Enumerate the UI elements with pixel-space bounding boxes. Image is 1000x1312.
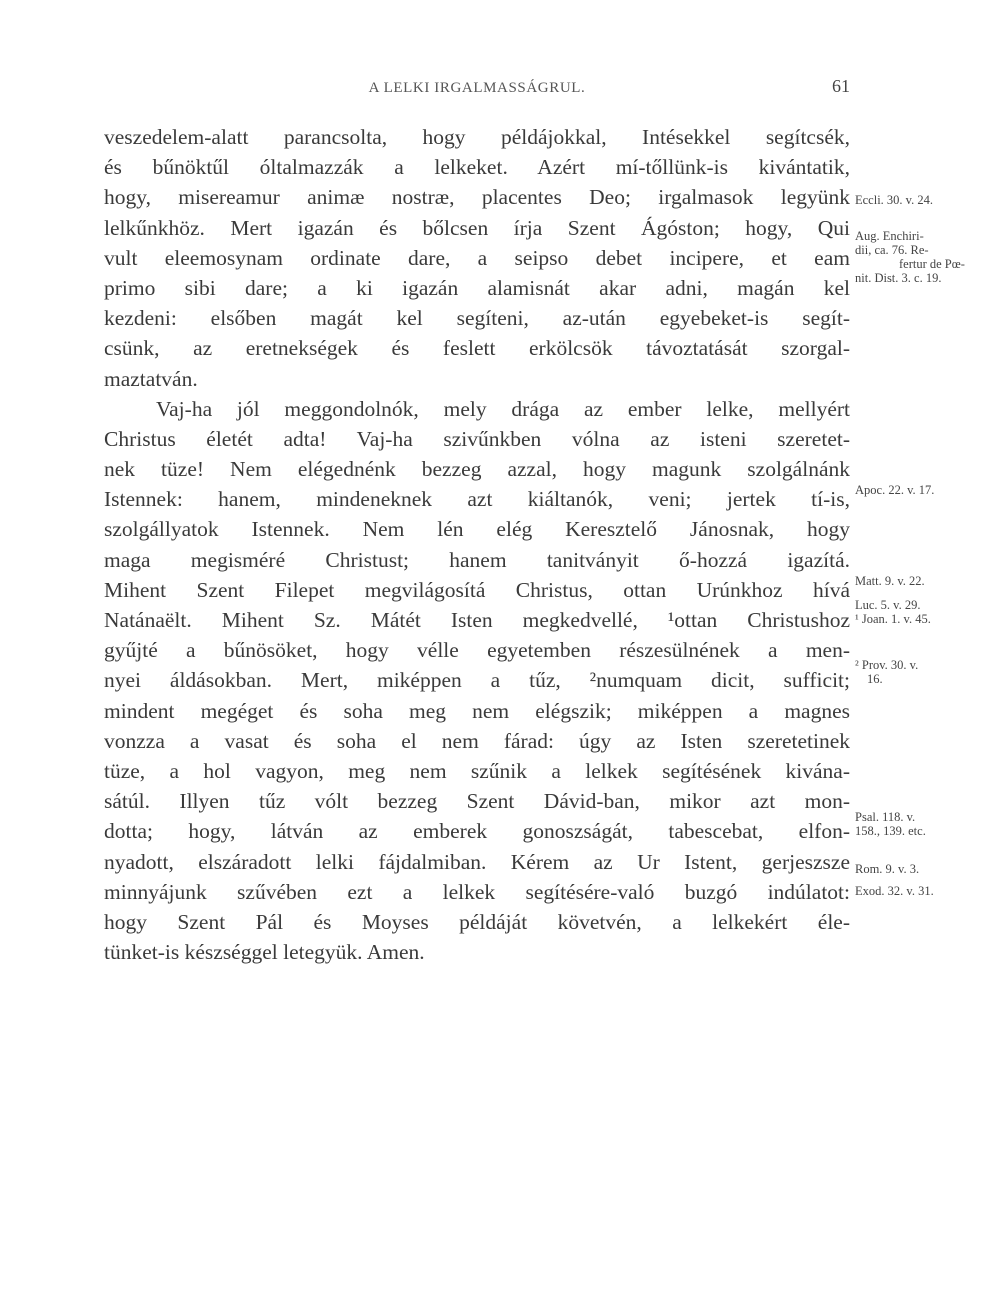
running-title: A LELKI IRGALMASSÁGRUL.	[368, 80, 586, 96]
margin-note	[855, 483, 995, 497]
text-line: minnyájunk szűvében ezt a lelkek segítésére-való buzgó indúlatot:	[104, 879, 850, 904]
margin-note	[855, 884, 995, 898]
body-text	[104, 122, 850, 967]
text-line: Istennek: hanem, mindeneknek azt kiáltanók, veni; jertek tí-is,	[104, 487, 850, 512]
margin-note	[855, 229, 995, 285]
margin-note-line: Eccli. 30. v. 24.	[855, 193, 933, 207]
margin-note	[855, 658, 995, 686]
text-line: hogy, misereamur animæ nostræ, placentes Deo; irgalmasok legyünk	[104, 185, 850, 210]
text-line: mindent megéget és soha meg nem elégszik; miképpen a magnes	[104, 698, 850, 723]
margin-note-line: nit. Dist. 3. c. 19.	[855, 271, 942, 285]
text-line: Mihent Szent Filepet megvilágosítá Christus, ottan Urúnkhoz hívá	[104, 577, 850, 602]
margin-note-line: Matt. 9. v. 22.	[855, 574, 925, 588]
text-line: Natánaëlt. Mihent Sz. Mátét Isten megkedvellé, ¹ottan Christushoz	[104, 608, 850, 632]
margin-note	[855, 810, 995, 838]
text-line: vult eleemosynam ordinate dare, a seipso debet incipere, et eam	[104, 245, 850, 270]
text-line: hogy Szent Pál és Moyses példáját követvén, a lelkekért éle-	[104, 909, 850, 934]
text-line: vonzza a vasat és soha el nem fárad: úgy az Isten szeretetinek	[104, 728, 850, 753]
text-line: tünket-is készséggel letegyük. Amen.	[104, 940, 425, 965]
margin-note-line: Rom. 9. v. 3.	[855, 862, 920, 876]
page-number: 61	[832, 76, 850, 96]
text-line: gyűjté a bűnösöket, hogy vélle egyetemben részesülnének a men-	[104, 638, 850, 663]
text-line: kezdeni: elsőben magát kel segíteni, az-után egyebeket-is segít-	[104, 306, 850, 331]
margin-note	[855, 862, 995, 876]
text-line: nyei áldásokban. Mert, miképpen a tűz, ²numquam dicit, sufficit;	[104, 668, 850, 693]
margin-note-line: Luc. 5. v. 29.	[855, 598, 921, 612]
page-header	[104, 76, 850, 100]
text-line: nyadott, elszáradott lelki fájdalmiban. Kérem az Ur Istent, gerjeszsze	[104, 849, 850, 874]
text-line: tüze, a hol vagyon, meg nem szűnik a lelkek segítésének kivána-	[104, 758, 850, 783]
text-line: maztatván.	[104, 366, 198, 391]
margin-note-line: ¹ Joan. 1. v. 45.	[855, 612, 931, 626]
text-line: veszedelem-alatt parancsolta, hogy példájokkal, Intésekkel segítcsék,	[104, 125, 850, 149]
text-line: primo sibi dare; a ki igazán alamisnát akar adni, magán kel	[104, 275, 850, 300]
text-line: lelkűnkhöz. Mert igazán és bőlcsen írja Szent Ágóston; hogy, Qui	[104, 215, 850, 240]
margin-note-line: Apoc. 22. v. 17.	[855, 483, 935, 497]
margin-note-line: Exod. 32. v. 31.	[855, 884, 934, 898]
text-line: sátúl. Illyen tűz vólt bezzeg Szent Dávid-ban, mikor azt mon-	[104, 789, 850, 814]
text-line: maga megisméré Christust; hanem tanitványit ő-hozzá igazítá.	[104, 547, 850, 572]
margin-note-line: 16.	[867, 672, 883, 686]
margin-note	[855, 574, 995, 588]
margin-note-line: dii, ca. 76. Re-	[855, 243, 929, 257]
text-line: és bűnöktűl óltalmazzák a lelkeket. Azért mí-tőllünk-is kivántatik,	[104, 155, 850, 180]
margin-note	[855, 598, 995, 626]
text-line: szolgállyatok Istennek. Nem lén elég Keresztelő Jánosnak, hogy	[104, 517, 850, 542]
margin-note	[855, 193, 995, 207]
margin-note-line: 158., 139. etc.	[855, 824, 926, 838]
text-line: nek tüze! Nem elégednénk bezzeg azzal, hogy magunk szolgálnánk	[104, 457, 850, 482]
text-line: Vaj-ha jól meggondolnók, mely drága az ember lelke, mellyért	[156, 396, 850, 421]
margin-note-line: ² Prov. 30. v.	[855, 658, 919, 672]
text-line: dotta; hogy, látván az emberek gonoszságát, tabescebat, elfon-	[104, 819, 850, 844]
margin-note-line: fertur de Pœ-	[899, 257, 965, 271]
margin-note-line: Aug. Enchiri-	[855, 229, 924, 243]
margin-note-line: Psal. 118. v.	[855, 810, 916, 824]
text-line: csünk, az eretnekségek és feslett erkölcsök távoztatását szorgal-	[104, 336, 850, 361]
text-line: Christus életét adta! Vaj-ha szivűnkben vólna az isteni szeretet-	[104, 426, 850, 451]
